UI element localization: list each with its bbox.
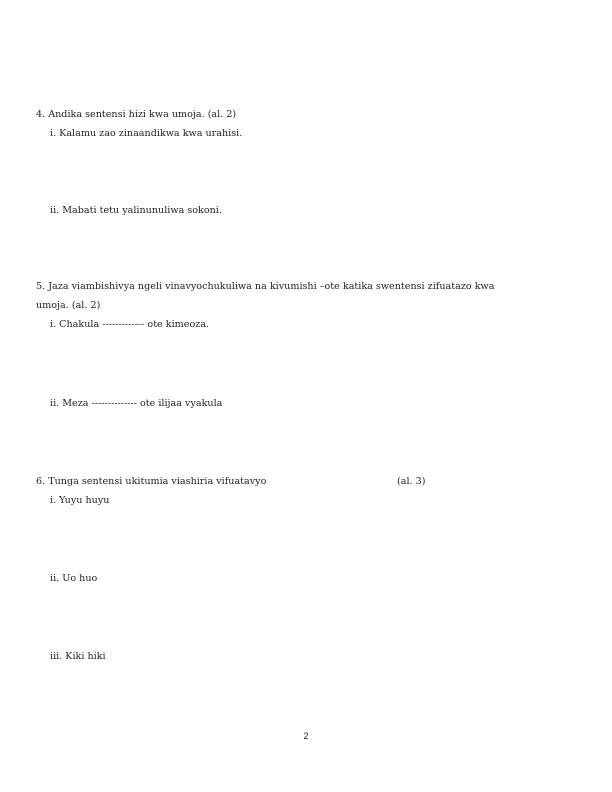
question-6-item-1: i. Yuyu huyu xyxy=(50,495,110,506)
question-5-item-2: ii. Meza -------------- ote ilijaa vyakula xyxy=(50,398,223,409)
question-6-item-2: ii. Uo huo xyxy=(50,573,98,584)
question-5-item-1: i. Chakula ------------- ote kimeoza. xyxy=(50,319,210,330)
question-6-item-3: iii. Kiki hiki xyxy=(50,651,106,662)
question-6-marks: (al. 3) xyxy=(397,476,426,487)
question-4-item-1: i. Kalamu zao zinaandikwa kwa urahisi. xyxy=(50,128,243,139)
question-6-prompt: 6. Tunga sentensi ukitumia viashiria vifuatavyo xyxy=(36,476,267,487)
question-4-prompt: 4. Andika sentensi hizi kwa umoja. (al. 2) xyxy=(36,109,237,120)
question-4-item-2: ii. Mabati tetu yalinunuliwa sokoni. xyxy=(50,205,222,216)
question-5-prompt-line-2: umoja. (al. 2) xyxy=(36,300,101,311)
question-5-prompt-line-1: 5. Jaza viambishivya ngeli vinavyochukuliwa na kivumishi –ote katika swentensi zifuatazo kwa xyxy=(36,281,495,292)
page-number: 2 xyxy=(303,731,309,741)
